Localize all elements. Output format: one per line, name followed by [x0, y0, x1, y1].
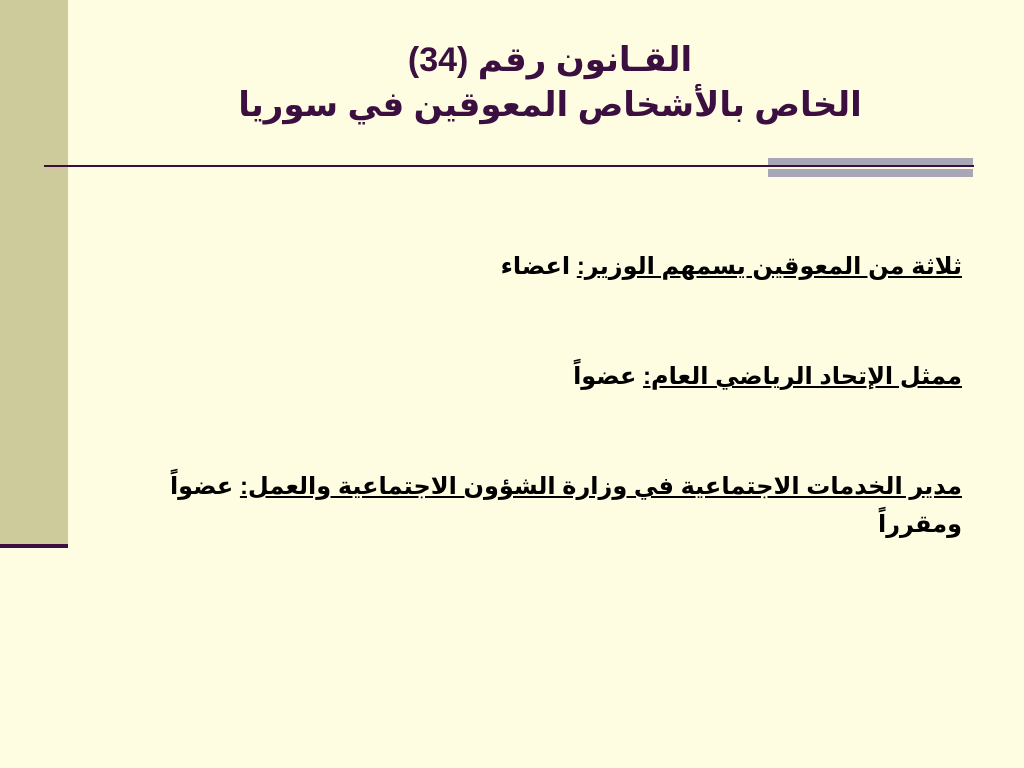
- title-accent-bar: [768, 158, 973, 178]
- item-value: اعضاء: [500, 253, 577, 280]
- side-band-underline: [0, 544, 68, 548]
- title-line-2: الخاص بالأشخاص المعوقين في سوريا: [238, 86, 862, 124]
- list-item: [132, 468, 962, 544]
- side-decorative-band: [0, 0, 68, 546]
- item-value: عضواً ومقرراً: [169, 473, 962, 538]
- item-label: ممثل الإتحاد الرياضي العام:: [643, 363, 962, 390]
- item-value: عضواً: [573, 363, 644, 390]
- item-label: ثلاثة من المعوقين يسمهم الوزير:: [576, 253, 962, 280]
- item-label: مدير الخدمات الاجتماعية في وزارة الشؤون الاجتماعية والعمل:: [239, 473, 962, 500]
- slide-content: [132, 248, 962, 544]
- accent-stripe-bottom: [768, 169, 973, 177]
- title-line-1: القـانون رقم (34): [407, 41, 693, 79]
- list-item: [132, 358, 962, 396]
- list-item: [132, 248, 962, 286]
- accent-stripe-top: [768, 158, 973, 165]
- slide-title: [120, 38, 980, 128]
